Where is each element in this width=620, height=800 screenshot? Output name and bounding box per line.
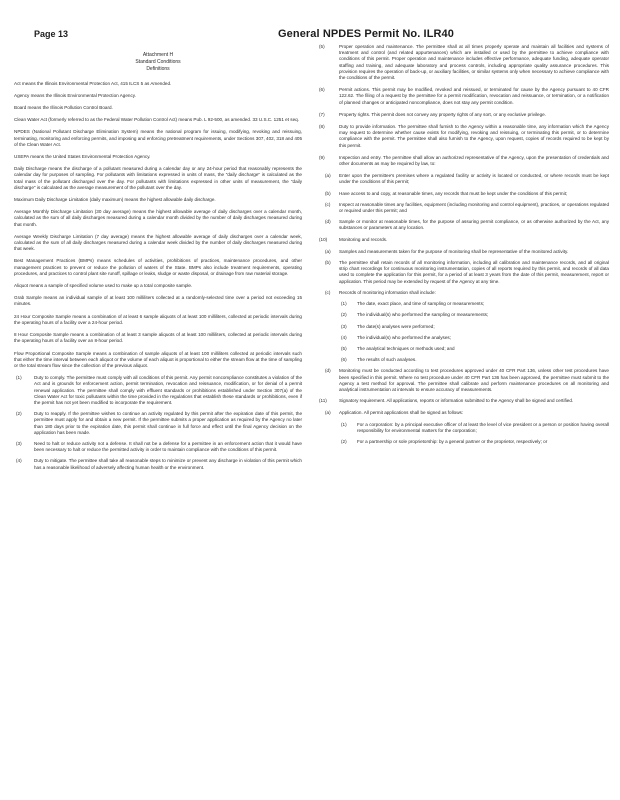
definition-paragraph: Board means the Illinois Pollution Control Board. bbox=[14, 105, 113, 111]
definition-paragraph: Aliquot means a sample of specified volume used to make up a total composite sample. bbox=[14, 283, 193, 289]
records-list-item-text: The individual(s) who performed the sampling or measurements; bbox=[357, 312, 489, 318]
records-list-item bbox=[313, 335, 609, 341]
condition-item-number: (5) bbox=[319, 44, 325, 49]
definition-paragraph: USEPA means the United States Environmental Protection Agency. bbox=[14, 154, 151, 160]
condition-item-number: (6) bbox=[319, 87, 325, 93]
condition-subitem bbox=[313, 249, 609, 255]
definition-paragraph: Average Weekly Discharge Limitation (7 day average) means the highest allowable average of daily discharges over a calendar week, calculated as the sum of all daily discharges measured during a calendar week divided by the number of daily discharges measured during that week. bbox=[14, 233, 302, 252]
conditions-list-left bbox=[14, 375, 302, 471]
records-list-item bbox=[313, 346, 609, 352]
condition-item-number: (4) bbox=[16, 458, 22, 464]
condition-subitem bbox=[313, 368, 609, 393]
subitem-text: Monitoring must be conducted according to test procedures approved under 40 CFR Part 136, unless other test procedures have been specified in this permit. Where no test procedure under 40 CFR Part 136 has been approved, the permittee must submit to the Agency a test method for approval. The permittee shall calibrate and perform maintenance procedures on all monitoring and analytical instrumentation at intervals to ensure accuracy of measurements. bbox=[339, 368, 609, 392]
condition-item-text: Duty to mitigate. The permittee shall take all reasonable steps to minimize or prevent any discharge in violation of this permit which has a reasonable likelihood of adversely affecting human health or the environment. bbox=[34, 458, 302, 470]
application-list-item-text: For a partnership or sole proprietorship: by a general partner or the proprietor, respectively; or bbox=[357, 438, 548, 444]
condition-subitem-number: (c) bbox=[325, 289, 331, 295]
definitions-heading: Definitions bbox=[146, 66, 170, 73]
condition-subitem bbox=[313, 290, 609, 296]
application-list-item bbox=[313, 439, 609, 445]
condition-subitem-number: (d) bbox=[325, 219, 331, 225]
condition-subitem bbox=[313, 219, 609, 231]
condition-text: Monitoring and records. bbox=[339, 236, 388, 242]
condition-item-text: Inspection and entry. The permittee shall allow an authorized representative of the Agency, upon the presentation of credentials and other documents as may be required by law, to: bbox=[339, 154, 609, 167]
definition-paragraph: Maximum Daily Discharge Limitation (daily maximum) means the highest allowable daily discharge. bbox=[14, 197, 216, 203]
condition-item-number: (1) bbox=[16, 375, 22, 381]
standard-conditions-title: Standard Conditions bbox=[135, 59, 181, 66]
attachment-heading bbox=[14, 52, 302, 73]
subitem-letter: (a) bbox=[325, 410, 331, 416]
condition-item-text: Need to halt or reduce activity not a defense. It shall not be a defense for a permittee in an enforcement action that it would have been necessary to halt or reduce the permitted activity in order to maintain compliance with the conditions of this permit. bbox=[34, 440, 302, 453]
page-number: Page 13 bbox=[34, 29, 69, 39]
condition-item-number: (7) bbox=[319, 111, 325, 117]
condition-item bbox=[14, 411, 302, 436]
attachment-title: Attachment H bbox=[142, 52, 174, 58]
condition-item-text: Permit actions. This permit may be modified, revoked and reissued, or terminated for cause by the Agency pursuant to 40 CFR 122.62. The filing of a request by the permittee for a permit modification, revocation and reissuance, or termination, or a notification of planned changes or anticipated noncompliance, does not stay any permit condition. bbox=[339, 87, 609, 105]
records-list-item-number: (3) bbox=[341, 323, 347, 329]
condition-subitem-number: (c) bbox=[325, 201, 331, 207]
condition-item bbox=[313, 112, 609, 118]
definition-paragraph: Daily Discharge means the discharge of a pollutant measured during a calendar day or any 24-hour period that reasonably represents the calendar day for purposes of sampling. For pollutants with limitations expressed in units of mass, the "daily discharge" is calculated as the total mass of the pollutant discharged over the day. For pollutants with limitations expressed in other units of measurement, the "daily discharge" is calculated as the average measurement of the pollutant over the day. bbox=[14, 166, 302, 190]
condition-item bbox=[14, 375, 302, 406]
condition-item-number: (8) bbox=[319, 124, 325, 130]
condition-text: Signatory requirement. All applications, reports or information submitted to the Agency shall be signed and certified. bbox=[339, 398, 574, 404]
definition-paragraph: 8 Hour Composite Sample means a combination of at least 3 sample aliquots of at least 100 milliliters, collected at periodic intervals during the operating hours of a facility over an 8-hour period. bbox=[14, 332, 302, 344]
right-column bbox=[313, 44, 609, 450]
inspection-subitems bbox=[313, 173, 609, 231]
condition-subitem bbox=[313, 202, 609, 214]
condition-subitem-text: Records of monitoring information shall include: bbox=[339, 289, 436, 295]
condition-item-text: Duty to provide information. The permittee shall furnish to the Agency within a reasonable time, any information which the Agency may request to determine whether cause exists for modifying, revoking and reissuing, or terminating this permit, or to determine compliance with the permit. The permittee shall also furnish to the Agency, upon request, copies of records required to be kept by this permit. bbox=[339, 124, 609, 148]
condition-item-number: (2) bbox=[16, 411, 22, 417]
definition-paragraph: NPDES (National Pollutant Discharge Elimination System) means the national program for issuing, modifying, revoking and reissuing, terminating, monitoring and enforcing permits, and imposing and enforcing pretreatment requirements, under Sections 307, 402, 318 and 405 of the Clean Water Act. bbox=[14, 129, 302, 147]
condition-item-text: Duty to reapply. If the permittee wishes to continue an activity regulated by this permit after the expiration date of this permit, the permittee must apply for and obtain a new permit. If the permittee submits a proper application as required by the Agency no later than 180 days prior to the expiration date, this permit shall continue in full force and effect until the final Agency decision on the application has been made. bbox=[34, 411, 302, 435]
monitoring-subitems bbox=[313, 249, 609, 296]
records-list-item-number: (4) bbox=[341, 334, 347, 340]
records-list-item-number: (5) bbox=[341, 345, 347, 351]
application-list bbox=[313, 422, 609, 446]
condition-item bbox=[14, 441, 302, 453]
condition-item bbox=[313, 124, 609, 149]
condition-item-text: Property rights. This permit does not convey any property rights of any sort, or any exclusive privilege. bbox=[339, 111, 546, 117]
condition-subitem-text: The permittee shall retain records of all monitoring information, including all calibration and maintenance records, and all original strip chart recordings for continuous monitoring instrumentation, copies of all reports required by this permit, and records of all data used to complete the application for this permit, for a period of at least 3 years from the date of this permit, measurement, report or application. This period may be extended by request of the Agency at any time. bbox=[339, 260, 609, 284]
records-list-item-number: (1) bbox=[341, 301, 347, 307]
definition-paragraph: Clean Water Act (formerly referred to as the Federal Water Pollution Control Act) means Pub. L 92-500, as amended. 33 U.S.C. 1251 et seq. bbox=[14, 117, 299, 123]
left-column bbox=[14, 52, 302, 476]
records-list-item bbox=[313, 301, 609, 307]
condition-subitem-text: Samples and measurements taken for the purpose of monitoring shall be representative of the monitored activity. bbox=[339, 248, 569, 254]
records-list-item-number: (2) bbox=[341, 312, 347, 318]
records-list-item-text: The analytical techniques or methods used; and bbox=[357, 345, 455, 351]
definition-paragraph: Grab Sample means an individual sample of at least 100 milliliters collected at a randomly-selected time over a period not exceeding 15 minutes. bbox=[14, 295, 302, 307]
definition-paragraph: Flow Proportional Composite Sample means a combination of sample aliquots of at least 100 milliliters collected at periodic intervals such that either the time interval between each aliquot or the volume of each aliquot is proportional to either the stream flow at the time of sampling or the total stream flow since the collection of the previous aliquot. bbox=[14, 350, 302, 368]
conditions-list-right bbox=[313, 44, 609, 167]
condition-subitem-text: Inspect at reasonable times any facilities, equipment (including monitoring and control equipment), practices, or operations regulated or required under this permit; and bbox=[339, 201, 609, 214]
records-list-item-number: (6) bbox=[341, 357, 347, 363]
definition-paragraph: Agency means the Illinois Environmental Protection Agency. bbox=[14, 92, 136, 98]
condition-subitem bbox=[313, 191, 609, 197]
definition-paragraph: 24 Hour Composite Sample means a combination of at least 6 sample aliquots of at least 100 milliliters, collected at periodic intervals during the operating hours of a facility over a 24-hour period. bbox=[14, 313, 302, 325]
condition-subitem-text: Sample or monitor at reasonable times, for the purpose of assuring permit compliance, or as otherwise authorized by the Act, any substances or parameters at any location. bbox=[339, 219, 609, 231]
subitem-text: Application. All permit applications shall be signed as follows: bbox=[339, 410, 464, 416]
definition-paragraph: Act means the Illinois Environmental Protection Act, 415 ILCS 5 as Amended. bbox=[14, 80, 172, 86]
condition-number: (11) bbox=[319, 398, 327, 404]
records-list-item-text: The individual(s) who performed the analyses; bbox=[357, 334, 451, 340]
condition-item bbox=[313, 87, 609, 106]
application-list-item-number: (2) bbox=[341, 438, 347, 444]
condition-subitem-number: (b) bbox=[325, 190, 331, 196]
records-list-item bbox=[313, 312, 609, 318]
definition-paragraph: Best Management Practices (BMPs) means schedules of activities, prohibitions of practices, maintenance procedures, and other management practices to prevent or reduce the pollution of waters of the State. BMPs also include treatment requirements, operating procedures, and practices to control plant site runoff, spillage or leaks, sludge or waste disposal, or drainage from raw material storage. bbox=[14, 258, 302, 276]
condition-item-number: (3) bbox=[16, 440, 22, 446]
condition-item bbox=[313, 398, 609, 404]
condition-subitem-number: (a) bbox=[325, 248, 331, 254]
condition-subitem-text: Have access to and copy, at reasonable times, any records that must be kept under the conditions of this permit; bbox=[339, 190, 568, 196]
condition-subitem-number: (a) bbox=[325, 173, 331, 179]
condition-item-text: Duty to comply. The permittee must comply with all conditions of this permit. Any permit noncompliance constitutes a violation of the Act and is grounds for enforcement action, permit termination, revocation and reissuance, modification, or for denial of a permit renewal application. The permittee shall comply with effluent standards or prohibitions established under Section 307(a) of the Clean Water Act for toxic pollutants within the time provided in the regulations that establish these standards or prohibitions, even if the permit has not yet been modified to incorporate the requirement. bbox=[34, 375, 302, 405]
definition-paragraph: Average Monthly Discharge Limitation (30 day average) means the highest allowable average of daily discharges over a calendar month, calculated as the sum of all daily discharges measured during a calendar month divided by the number of daily discharges measured during that month. bbox=[14, 209, 302, 227]
records-list-item-text: The date, exact place, and time of sampling or measurements; bbox=[357, 301, 485, 307]
application-list-item-text: For a corporation: by a principal executive officer of at least the level of vice president or a person or position having overall responsibility for environmental matters for the corporation; bbox=[357, 421, 609, 433]
records-list-item-text: The results of such analyses. bbox=[357, 357, 417, 363]
application-list-item-number: (1) bbox=[341, 421, 347, 427]
definitions-list bbox=[14, 81, 302, 370]
condition-item bbox=[14, 458, 302, 470]
condition-item-text: Proper operation and maintenance. The permittee shall at all times properly operate and maintain all facilities and systems of treatment and control (and related appurtenances) which are installed or used by the permittee to achieve compliance with conditions of this permit. Proper operation and maintenance includes effective performance, adequate funding, adequate operator staffing and training, and adequate laboratory and process controls, including appropriate quality assurance procedures. This provision requires the operation of back-up, or auxiliary facilities, or similar systems only when necessary to achieve compliance with the conditions of the permit. bbox=[339, 44, 609, 81]
condition-item bbox=[313, 44, 609, 81]
records-list bbox=[313, 301, 609, 363]
records-list-item-text: The date(s) analyses were performed; bbox=[357, 323, 435, 329]
condition-item-number: (9) bbox=[319, 154, 325, 160]
records-list-item bbox=[313, 357, 609, 363]
condition-item bbox=[313, 155, 609, 167]
condition-subitem bbox=[313, 260, 609, 285]
subitem-letter: (d) bbox=[325, 368, 331, 374]
condition-subitem bbox=[313, 410, 609, 416]
permit-title: General NPDES Permit No. ILR40 bbox=[278, 28, 454, 40]
condition-number: (10) bbox=[319, 236, 328, 242]
condition-subitem-text: Enter upon the permittee's premises where a regulated facility or activity is located or conducted, or where records must be kept under the conditions of this permit; bbox=[339, 173, 609, 185]
records-list-item bbox=[313, 324, 609, 330]
condition-subitem bbox=[313, 173, 609, 185]
condition-item bbox=[313, 237, 609, 243]
condition-subitem-number: (b) bbox=[325, 260, 331, 266]
application-list-item bbox=[313, 422, 609, 434]
